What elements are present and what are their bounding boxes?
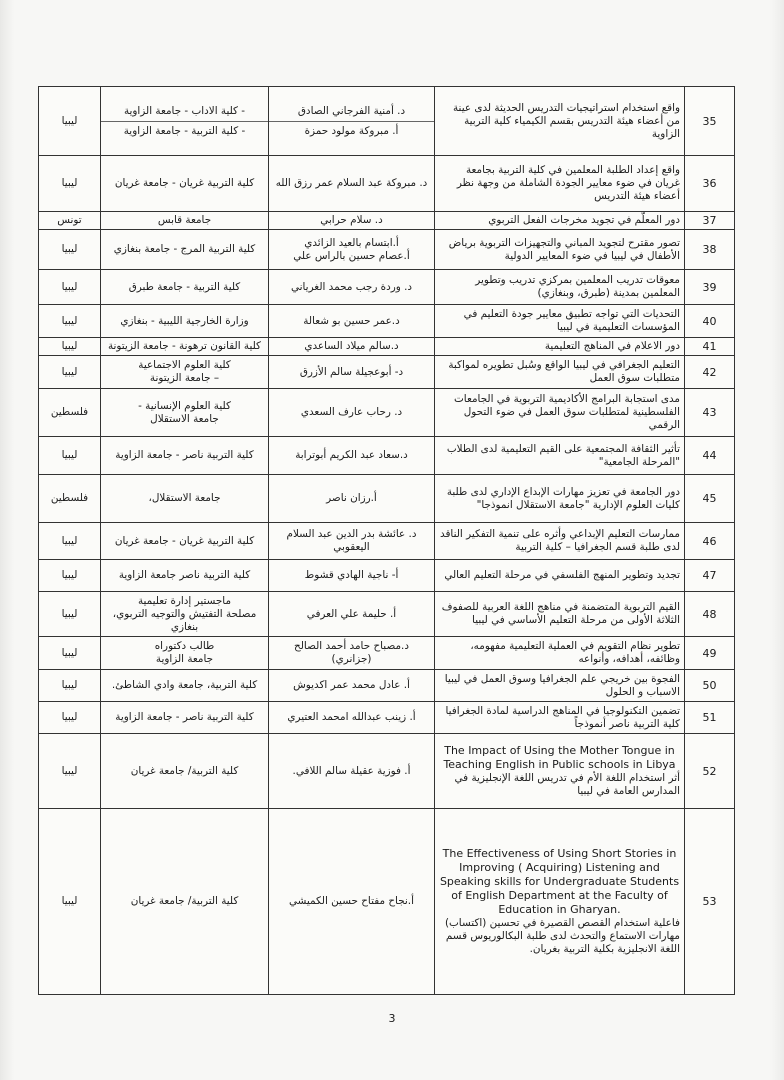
researcher-name-cell <box>269 270 435 305</box>
table-row <box>39 270 735 305</box>
table-row <box>39 670 735 702</box>
row-number: 40 <box>685 305 735 338</box>
researcher-name-cell <box>269 212 435 230</box>
table-row <box>39 305 735 338</box>
row-number: 36 <box>685 156 735 212</box>
table-row <box>39 734 735 809</box>
country-cell: ليبيا <box>39 87 101 156</box>
row-number: 38 <box>685 230 735 270</box>
institution-name: كلية التربية غريان - جامعة غريان <box>114 534 255 547</box>
paper-title: التعليم الجغرافي في ليبيا الواقع وسُبل تطويره لمواكبة متطلبات سوق العمل <box>448 359 680 384</box>
country-cell: ليبيا <box>39 523 101 560</box>
paper-title-cell <box>435 637 685 670</box>
institution-cell <box>101 475 269 523</box>
country-cell: تونس <box>39 212 101 230</box>
row-number: 42 <box>685 356 735 389</box>
paper-title-cell <box>435 87 685 156</box>
paper-title-cell <box>435 212 685 230</box>
row-number: 44 <box>685 437 735 475</box>
paper-title-cell <box>435 475 685 523</box>
row-number: 35 <box>685 87 735 156</box>
paper-title-cell <box>435 356 685 389</box>
paper-title-cell <box>435 389 685 437</box>
institution-cell <box>101 437 269 475</box>
institution-cell <box>101 87 269 156</box>
paper-title: فاعلية استخدام القصص القصيرة في تحسين (اكتساب) مهارات الاستماع والتحدث لدى طلبة البكالوريوس قسم اللغة الانجليزية بكلية التربية بغريان. <box>444 917 680 955</box>
researcher-name-cell <box>269 560 435 592</box>
institution-name: طالب دكتوراه <box>154 640 215 652</box>
paper-title: تصور مقترح لتجويد المباني والتجهيزات التربوية برياض الأطفال في ليبيا في ضوء المعايير الدولية <box>448 236 680 262</box>
researcher-name-cell <box>269 230 435 270</box>
institution-name: كلية التربية - جامعة طبرق <box>128 280 241 293</box>
institution-name: كلية التربية المرج - جامعة بنغازي <box>113 243 256 255</box>
table-row <box>39 809 735 995</box>
paper-title: ممارسات التعليم الإبداعي وأثره على تنمية التفكير الناقد لدى طلبة قسم الجغرافيا – كلية التربية <box>440 528 680 553</box>
researcher-name-cell <box>269 637 435 670</box>
institution-cell <box>101 809 269 995</box>
researcher-name-cell <box>269 592 435 637</box>
researcher-name-cell <box>269 670 435 702</box>
researcher-name-cell <box>269 156 435 212</box>
researcher-name-cell <box>269 437 435 475</box>
institution-cell <box>101 156 269 212</box>
researcher-name: أ.نجاح مفتاح حسين الكميشي <box>288 895 414 907</box>
table-row <box>39 702 735 734</box>
paper-title: دور الاعلام في المناهج التعليمية <box>544 340 680 352</box>
researcher-name-cell <box>269 523 435 560</box>
researcher-name: أ- ناجية الهادي قشوط <box>304 569 399 581</box>
institution-cell <box>101 356 269 389</box>
table-row <box>39 560 735 592</box>
country-cell: ليبيا <box>39 230 101 270</box>
paper-title: تضمين التكنولوجيا في المناهج الدراسية لمادة الجغرافيا كلية التربية ناصر أنموذجاً <box>445 704 680 730</box>
cell-divider <box>269 121 434 122</box>
paper-title: مدى استجابة البرامج الأكاديمية التربوية في الجامعات الفلسطينية لمتطلبات سوق العمل في ضوء التحول الرقمي <box>454 393 680 431</box>
institution-name-secondary: مصلحة التفتيش والتوجيه التربوي، بنغازي <box>112 607 257 633</box>
country-cell: فلسطين <box>39 475 101 523</box>
institution-name: كلية التربية/ جامعة غريان <box>130 895 239 907</box>
researcher-name: د. عائشة بدر الدين عبد السلام اليعقوبي <box>286 528 417 553</box>
institution-cell <box>101 637 269 670</box>
table-row <box>39 230 735 270</box>
researcher-name-cell <box>269 356 435 389</box>
institution-cell <box>101 670 269 702</box>
institution-cell <box>101 212 269 230</box>
row-number: 52 <box>685 734 735 809</box>
row-number: 53 <box>685 809 735 995</box>
country-cell: ليبيا <box>39 338 101 356</box>
table-body <box>39 87 735 995</box>
institution-name: جامعة الاستقلال، <box>148 492 221 504</box>
page-number: 3 <box>388 1012 396 1025</box>
researcher-name-cell <box>269 809 435 995</box>
row-number: 43 <box>685 389 735 437</box>
paper-title-english: The Effectiveness of Using Short Stories in Improving ( Acquiring) Listening and Speaking skills for Undergraduate Students of English Department at the Faculty of Education in Gharyan. <box>439 847 680 916</box>
institution-cell <box>101 338 269 356</box>
researcher-name: أ. زينب عبدالله امحمد العتيري <box>287 711 416 723</box>
institution-cell <box>101 702 269 734</box>
table-row <box>39 356 735 389</box>
researcher-name: د.عمر حسين بو شعالة <box>303 314 400 327</box>
row-number: 45 <box>685 475 735 523</box>
paper-title: أثر استخدام اللغة الأم في تدريس اللغة الإنجليزية في المدارس العامة في ليبيا <box>454 772 680 797</box>
researcher-name: د. سلام حرابي <box>320 214 383 226</box>
country-cell: ليبيا <box>39 702 101 734</box>
country-cell: ليبيا <box>39 437 101 475</box>
table-row <box>39 437 735 475</box>
country-cell: ليبيا <box>39 305 101 338</box>
institution-name-secondary: جامعة الزاوية <box>155 653 214 665</box>
institution-cell <box>101 523 269 560</box>
paper-title-cell <box>435 592 685 637</box>
row-number: 47 <box>685 560 735 592</box>
institution-name-secondary: جامعة الاستقلال <box>150 412 219 425</box>
researcher-name-secondary: (جزانري) <box>331 653 372 665</box>
researcher-name-cell <box>269 475 435 523</box>
institution-name: كلية التربية ناصر جامعة الزاوية <box>118 569 251 581</box>
paper-title: واقع استخدام استراتيجيات التدريس الحديثة لدى عينة من أعضاء هيئة التدريس بقسم الكيمياء كلية التربية الزاوية <box>452 101 680 140</box>
institution-cell <box>101 560 269 592</box>
researcher-name: أ. فوزية عقيلة سالم اللافي. <box>292 764 411 777</box>
country-cell: ليبيا <box>39 809 101 995</box>
researcher-name-secondary: أ. مبروكة مولود حمزة <box>304 124 399 137</box>
institution-cell <box>101 592 269 637</box>
researcher-name: د.سالم ميلاد الساعدي <box>304 340 399 352</box>
institution-name: كلية التربية، جامعة وادي الشاطئ. <box>111 679 258 691</box>
paper-title-cell <box>435 156 685 212</box>
participants-table <box>38 86 735 995</box>
institution-cell <box>101 734 269 809</box>
table-row <box>39 87 735 156</box>
paper-title-cell <box>435 338 685 356</box>
paper-title: معوقات تدريب المعلمين بمركزي تدريب وتطوير المعلمين بمدينة (طبرق، وبنغازي) <box>475 274 680 299</box>
institution-cell <box>101 230 269 270</box>
table-row <box>39 389 735 437</box>
cell-divider <box>101 121 268 122</box>
table-row <box>39 338 735 356</box>
institution-name: كلية التربية ناصر - جامعة الزاوية <box>115 711 254 723</box>
researcher-name-cell <box>269 702 435 734</box>
table-row <box>39 523 735 560</box>
row-number: 51 <box>685 702 735 734</box>
paper-title-english: The Impact of Using the Mother Tongue in Teaching English in Public schools in Libya <box>443 744 676 771</box>
table-row <box>39 637 735 670</box>
row-number: 49 <box>685 637 735 670</box>
institution-cell <box>101 270 269 305</box>
row-number: 39 <box>685 270 735 305</box>
country-cell: ليبيا <box>39 592 101 637</box>
institution-name: كلية التربية غريان - جامعة غريان <box>114 177 255 189</box>
table-row <box>39 475 735 523</box>
paper-title: التحديات التي تواجه تطبيق معايير جودة التعليم في المؤسسات التعليمية في ليبيا <box>463 308 680 333</box>
researcher-name: د. أمنية الفرجاني الصادق <box>297 104 406 117</box>
researcher-name-cell <box>269 338 435 356</box>
researcher-name: أ.ابتسام بالعيد الزائدي <box>304 236 399 249</box>
row-number: 46 <box>685 523 735 560</box>
row-number: 41 <box>685 338 735 356</box>
country-cell: ليبيا <box>39 156 101 212</box>
institution-name: كلية العلوم الإنسانية - <box>138 399 231 412</box>
institution-name: - كلية الاداب - جامعة الزاوية <box>123 104 246 117</box>
table-row <box>39 156 735 212</box>
institution-name-secondary: – جامعة الزيتونة <box>149 372 220 384</box>
researcher-name: د. وردة رجب محمد الغرياني <box>290 280 413 293</box>
researcher-name: أ.رزان ناصر <box>326 492 377 504</box>
row-number: 50 <box>685 670 735 702</box>
paper-title-cell <box>435 670 685 702</box>
paper-title-cell <box>435 734 685 809</box>
paper-title-cell <box>435 270 685 305</box>
paper-title: تطوير نظام التقويم في العملية التعليمية مفهومه، وظائفه، أهدافه، وأنواعه <box>470 640 680 665</box>
paper-title: تجديد وتطوير المنهج الفلسفي في مرحلة التعليم العالي <box>444 569 680 581</box>
paper-title: دور الجامعة في تعزيز مهارات الإبداع الإداري لدى طلبة كليات العلوم الإدارية "جامعة الاستقلال انموذجا" <box>446 485 680 511</box>
country-cell: ليبيا <box>39 670 101 702</box>
row-number: 37 <box>685 212 735 230</box>
institution-cell <box>101 389 269 437</box>
paper-title: تأثير الثقافة المجتمعية على القيم التعليمية لدى الطلاب "المرحلة الجامعية" <box>446 442 680 468</box>
institution-name-secondary: - كلية التربية - جامعة الزاوية <box>123 124 246 137</box>
researcher-name: د- أبوعجيلة سالم الأزرق <box>299 365 404 378</box>
paper-title-cell <box>435 702 685 734</box>
researcher-name-cell <box>269 305 435 338</box>
researcher-name: أ. حليمة علي العرفي <box>306 607 397 620</box>
institution-name: وزارة الخارجية الليبية - بنغازي <box>120 314 249 327</box>
researcher-name-cell <box>269 87 435 156</box>
country-cell: ليبيا <box>39 356 101 389</box>
researcher-name-cell <box>269 734 435 809</box>
institution-name: كلية القانون ترهونة - جامعة الزيتونة <box>107 340 262 352</box>
country-cell: ليبيا <box>39 560 101 592</box>
paper-title-cell <box>435 305 685 338</box>
institution-name: جامعة قابس <box>157 214 212 226</box>
paper-title: دور المعلّم في تجويد مخرجات الفعل التربوي <box>488 214 680 226</box>
researcher-name-cell <box>269 389 435 437</box>
paper-title-cell <box>435 437 685 475</box>
row-number: 48 <box>685 592 735 637</box>
institution-name: كلية التربية ناصر - جامعة الزاوية <box>115 449 254 461</box>
table-row <box>39 592 735 637</box>
researcher-name: د. رحاب عارف السعدي <box>300 406 403 418</box>
paper-title: الفجوة بين خريجي علم الجغرافيا وسوق العمل في ليبيا الاسباب و الحلول <box>444 672 680 698</box>
institution-name: ماجستير إدارة تعليمية <box>137 594 232 607</box>
paper-title: القيم التربوية المتضمنة في مناهج اللغة العربية للصفوف الثلاثة الأولى من مرحلة التعليم الأساسي في ليبيا <box>441 601 680 626</box>
country-cell: فلسطين <box>39 389 101 437</box>
country-cell: ليبيا <box>39 637 101 670</box>
institution-cell <box>101 305 269 338</box>
table-row <box>39 212 735 230</box>
paper-title-cell <box>435 230 685 270</box>
institution-name: كلية التربية/ جامعة غريان <box>130 764 239 777</box>
paper-title: واقع إعداد الطلبة المعلمين في كلية التربية بجامعة غريان في ضوء معايير الجودة الشاملة من وجهة نظر أعضاء هيئة التدريس <box>456 164 680 202</box>
researcher-name: د. مبروكة عبد السلام عمر رزق الله <box>275 177 428 189</box>
paper-title-cell <box>435 809 685 995</box>
paper-title-cell <box>435 523 685 560</box>
researcher-name: د.سعاد عبد الكريم أبوترابة <box>295 449 408 461</box>
country-cell: ليبيا <box>39 270 101 305</box>
researcher-name: أ. عادل محمد عمر اكديوش <box>293 679 410 691</box>
researcher-name-secondary: أ.عصام حسين بالراس علي <box>293 249 410 262</box>
institution-name: كلية العلوم الاجتماعية <box>138 359 231 371</box>
paper-title-cell <box>435 560 685 592</box>
researcher-name: د.مصباح حامد أحمد الصالح <box>294 640 409 652</box>
country-cell: ليبيا <box>39 734 101 809</box>
